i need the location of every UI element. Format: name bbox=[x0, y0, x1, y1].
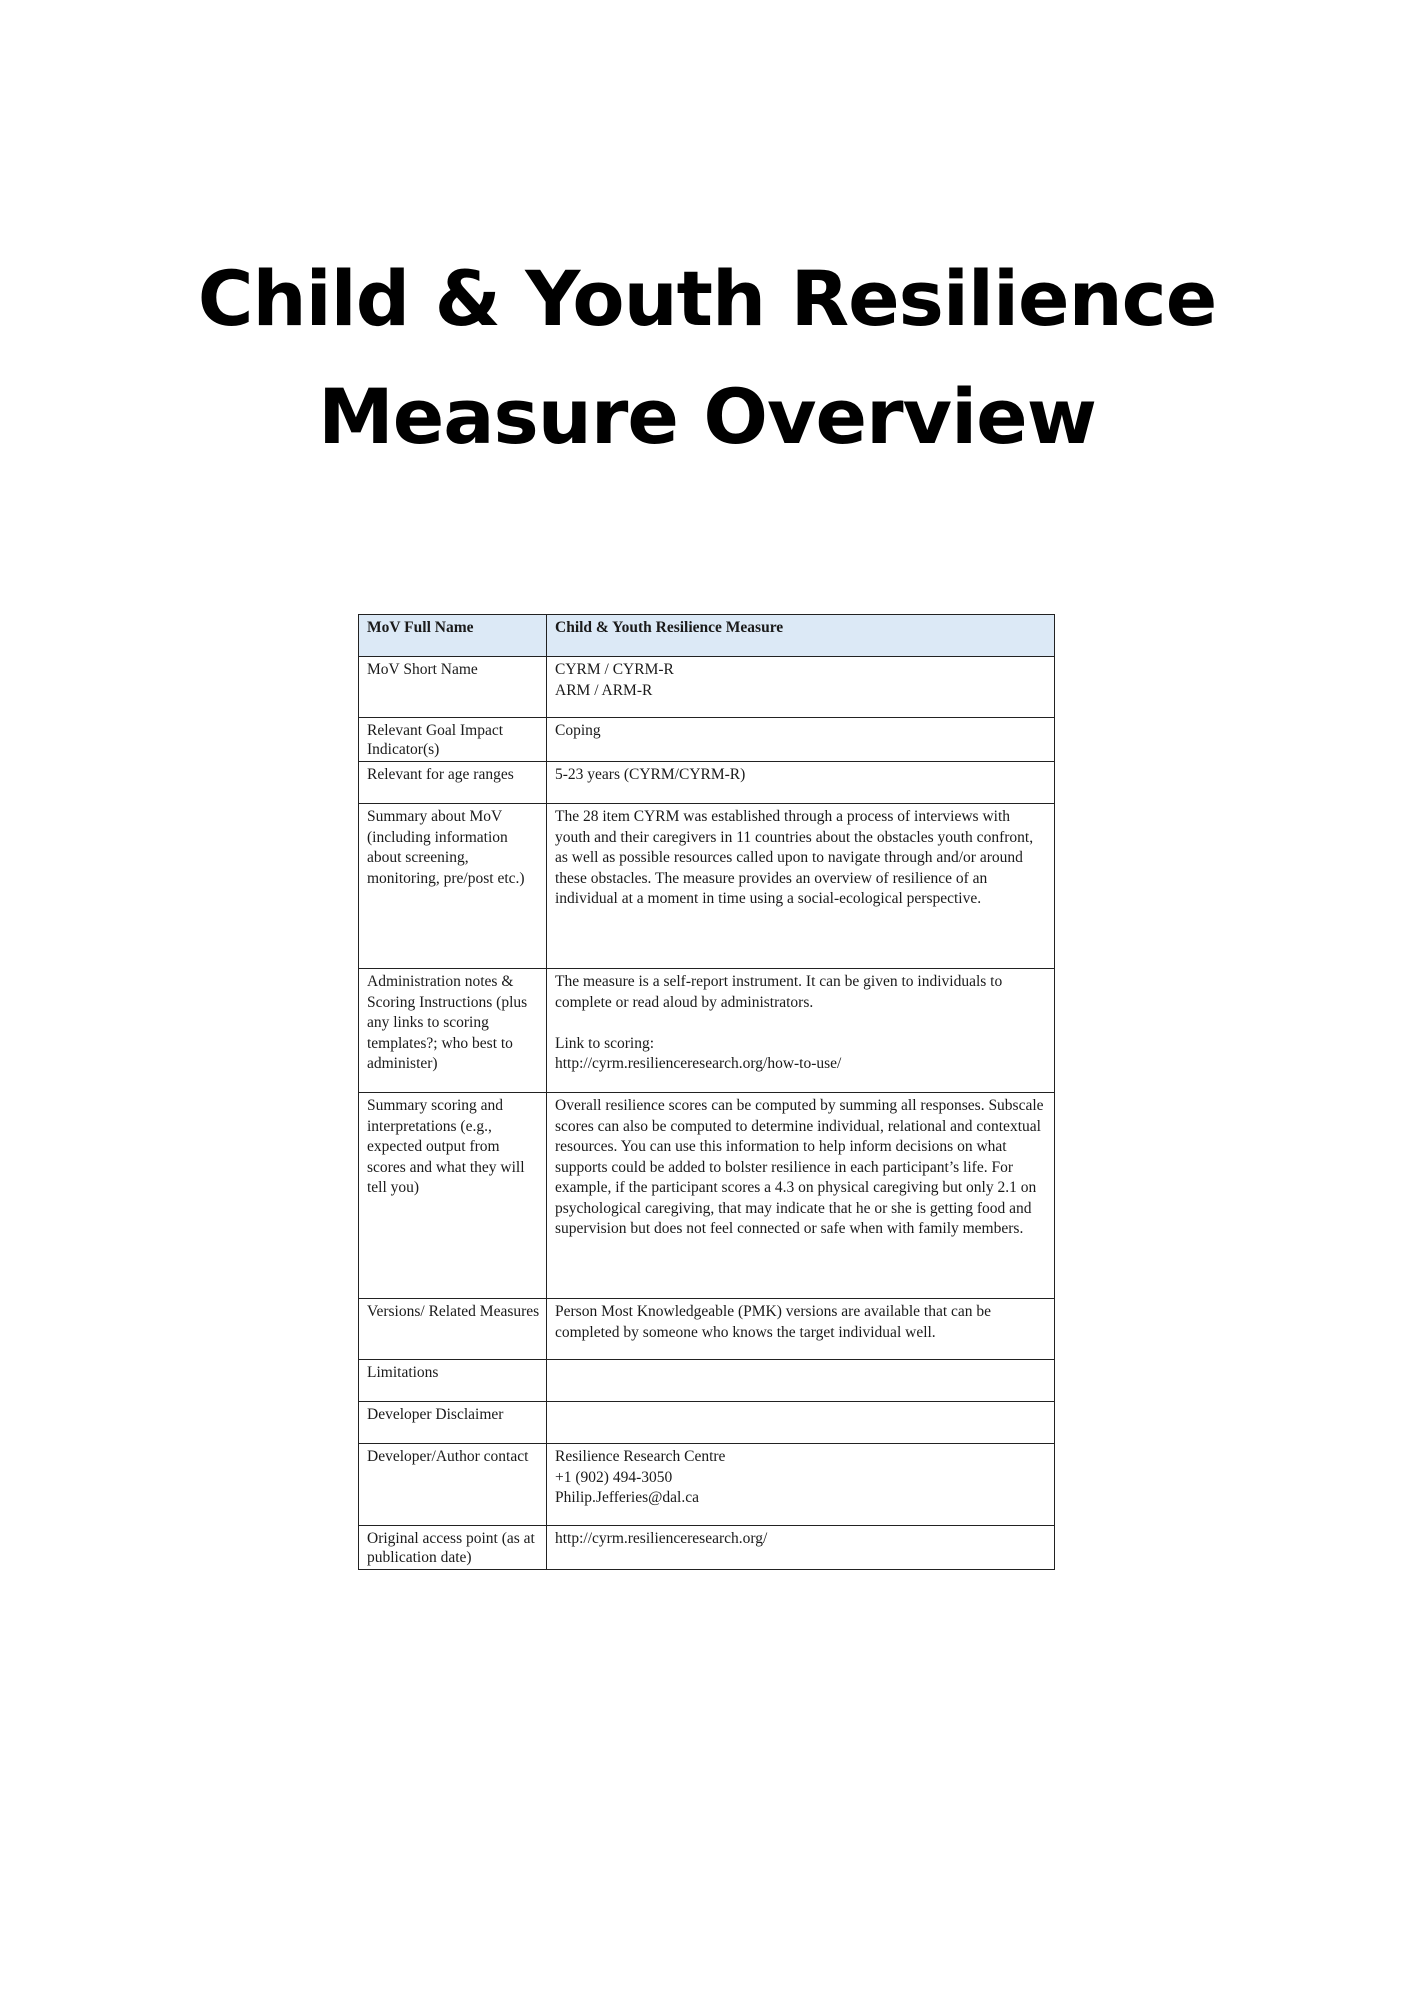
page-title-line-2: Measure Overview bbox=[318, 372, 1096, 461]
row-value-cell: Person Most Knowledgeable (PMK) versions are available that can be completed by someone who knows the target individual well. bbox=[547, 1299, 1055, 1360]
table-row-age-ranges bbox=[359, 762, 1055, 804]
row-value-cell: Coping bbox=[547, 718, 1055, 762]
table-row-limitations bbox=[359, 1360, 1055, 1402]
page-title bbox=[0, 240, 1414, 476]
row-label-cell: Relevant for age ranges bbox=[359, 762, 547, 804]
table-row-access-point bbox=[359, 1526, 1055, 1570]
row-label-cell: Relevant Goal Impact Indicator(s) bbox=[359, 718, 547, 762]
row-label-cell: Summary about MoV (including information about screening, monitoring, pre/post etc.) bbox=[359, 804, 547, 969]
row-value-cell: Resilience Research Centre +1 (902) 494-3050 Philip.Jefferies@dal.ca bbox=[547, 1444, 1055, 1526]
row-label-cell: Versions/ Related Measures bbox=[359, 1299, 547, 1360]
row-label-cell: Original access point (as at publication date) bbox=[359, 1526, 547, 1570]
row-value-cell: The 28 item CYRM was established through a process of interviews with youth and their caregivers in 11 countries about the obstacles youth confront, as well as possible resources called upon to navigate through and/or around these obstacles. The measure provides an overview of resilience of an individual at a moment in time using a social-ecological perspective. bbox=[547, 804, 1055, 969]
table-row-administration bbox=[359, 969, 1055, 1093]
page-title-line-1: Child & Youth Resilience bbox=[197, 254, 1217, 343]
row-value-cell: CYRM / CYRM-R ARM / ARM-R bbox=[547, 657, 1055, 718]
table-row-scoring bbox=[359, 1093, 1055, 1299]
row-label-cell: Summary scoring and interpretations (e.g., expected output from scores and what they will tell you) bbox=[359, 1093, 547, 1299]
table-header-row bbox=[359, 615, 1055, 657]
row-label-cell: MoV Short Name bbox=[359, 657, 547, 718]
row-label-cell: Developer/Author contact bbox=[359, 1444, 547, 1526]
mov-overview-table bbox=[358, 614, 1055, 1570]
row-value-cell: 5-23 years (CYRM/CYRM-R) bbox=[547, 762, 1055, 804]
header-label-cell: MoV Full Name bbox=[359, 615, 547, 657]
row-value-cell: The measure is a self-report instrument. It can be given to individuals to complete or read aloud by administrators. Link to scoring: http://cyrm.resilienceresearch.org/how-to-use/ bbox=[547, 969, 1055, 1093]
row-value-cell: http://cyrm.resilienceresearch.org/ bbox=[547, 1526, 1055, 1570]
table-row-versions bbox=[359, 1299, 1055, 1360]
row-value-cell: Overall resilience scores can be computed by summing all responses. Subscale scores can also be computed to determine individual, relational and contextual resources. You can use this information to help inform decisions on what supports could be added to bolster resilience in each participant’s life. For example, if the participant scores a 4.3 on physical caregiving but only 2.1 on psychological caregiving, that may indicate that he or she is getting food and supervision but does not feel connected or safe when with family members. bbox=[547, 1093, 1055, 1299]
table-row-summary bbox=[359, 804, 1055, 969]
row-label-cell: Limitations bbox=[359, 1360, 547, 1402]
table-row-contact bbox=[359, 1444, 1055, 1526]
row-label-cell: Developer Disclaimer bbox=[359, 1402, 547, 1444]
row-value-cell bbox=[547, 1360, 1055, 1402]
header-value-cell: Child & Youth Resilience Measure bbox=[547, 615, 1055, 657]
table-row-disclaimer bbox=[359, 1402, 1055, 1444]
row-label-cell: Administration notes & Scoring Instructions (plus any links to scoring templates?; who best to administer) bbox=[359, 969, 547, 1093]
table-row-short-name bbox=[359, 657, 1055, 718]
table-row-goal-impact bbox=[359, 718, 1055, 762]
row-value-cell bbox=[547, 1402, 1055, 1444]
